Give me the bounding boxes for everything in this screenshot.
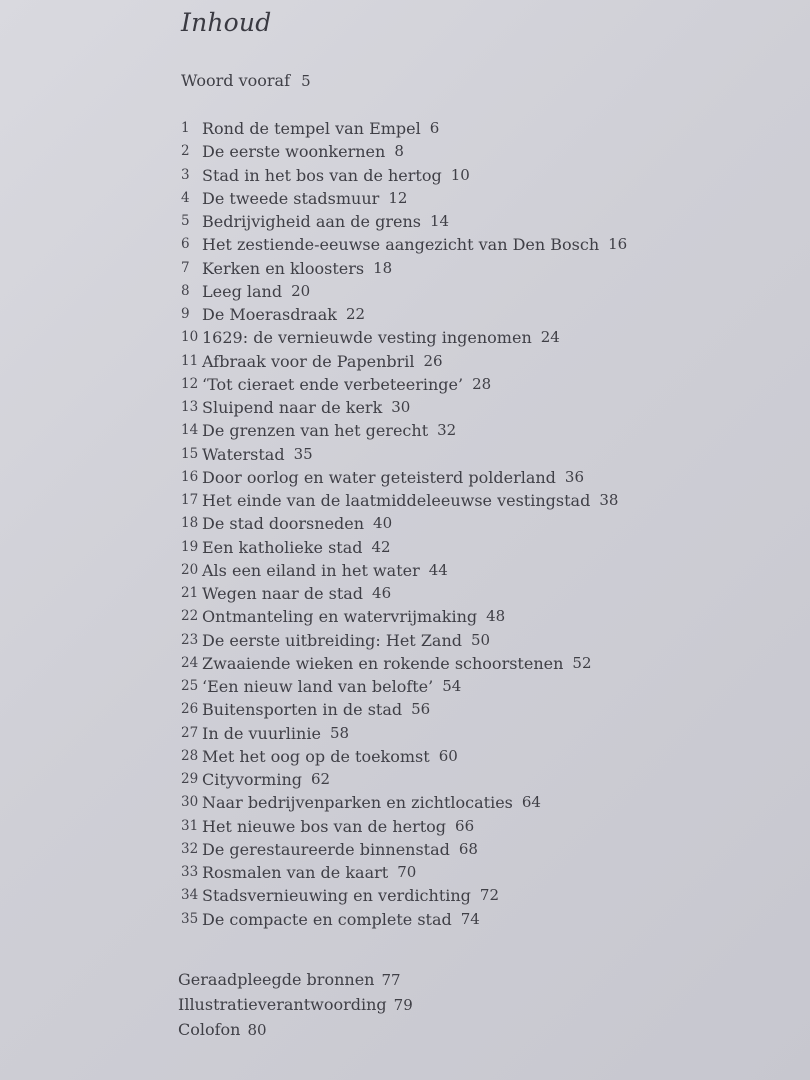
back-matter-label: Geraadpleegde bronnen — [178, 970, 375, 989]
chapter-title: ‘Tot cieraet ende verbeteeringe’ — [202, 374, 464, 394]
toc-entry — [181, 164, 781, 187]
chapter-number: 29 — [181, 771, 199, 787]
chapter-title: Met het oog op de toekomst — [202, 746, 430, 766]
chapter-title: Sluipend naar de kerk — [202, 398, 383, 417]
table-of-contents — [181, 117, 781, 931]
chapter-title: ‘Een nieuw land van belofte’ — [202, 677, 434, 696]
chapter-number: 19 — [181, 538, 199, 555]
chapter-number: 25 — [181, 678, 199, 694]
toc-entry — [181, 419, 781, 442]
chapter-number: 12 — [181, 375, 199, 392]
chapter-title: Een katholieke stad — [202, 537, 363, 557]
chapter-page: 10 — [450, 165, 470, 184]
chapter-page: 30 — [391, 398, 411, 416]
back-matter-label: Colofon — [178, 1020, 241, 1039]
chapter-number: 14 — [181, 422, 199, 439]
chapter-title: De eerste uitbreiding: Het Zand — [202, 630, 463, 650]
chapter-number: 18 — [181, 515, 199, 532]
chapter-number: 17 — [181, 492, 199, 508]
chapter-title: De grenzen van het gerecht — [202, 421, 429, 441]
chapter-number: 34 — [181, 887, 199, 904]
toc-entry — [181, 187, 781, 210]
chapter-page: 6 — [429, 119, 440, 137]
chapter-title: De Moerasdraak — [202, 305, 337, 324]
toc-preface — [181, 71, 311, 90]
chapter-page: 58 — [329, 723, 350, 742]
chapter-page: 28 — [472, 374, 492, 393]
toc-entry — [181, 396, 781, 419]
toc-entry — [181, 652, 781, 675]
chapter-number: 24 — [181, 654, 199, 671]
chapter-number: 10 — [181, 329, 199, 346]
back-matter-entry — [178, 967, 413, 992]
chapter-page: 56 — [411, 700, 431, 719]
chapter-number: 23 — [181, 631, 199, 648]
chapter-title: Kerken en kloosters — [202, 258, 365, 278]
toc-entry — [181, 884, 781, 907]
chapter-number: 7 — [181, 259, 190, 276]
chapter-title: Naar bedrijvenparken en zichtlocaties — [202, 793, 513, 813]
chapter-page: 18 — [373, 258, 393, 277]
chapter-page: 52 — [572, 653, 592, 672]
chapter-title: Rosmalen van de kaart — [202, 863, 389, 882]
chapter-number: 35 — [181, 910, 199, 927]
toc-entry — [181, 908, 781, 931]
chapter-title: Leeg land — [202, 281, 283, 301]
chapter-page: 35 — [293, 444, 313, 463]
chapter-title: Afbraak voor de Papenbril — [202, 351, 415, 371]
chapter-title: Het einde van de laatmiddeleeuwse vestingstad — [202, 491, 591, 510]
toc-entry — [181, 257, 781, 280]
toc-entry — [181, 582, 781, 605]
chapter-title: Bedrijvigheid aan de grens — [202, 212, 421, 231]
toc-entry — [181, 675, 781, 698]
chapter-page: 72 — [479, 886, 500, 905]
chapter-page: 60 — [438, 746, 458, 765]
chapter-title: Zwaaiende wieken en rokende schoorstenen — [202, 653, 564, 673]
toc-entry — [181, 745, 781, 768]
toc-entry — [181, 443, 781, 466]
chapter-number: 4 — [181, 189, 190, 206]
chapter-number: 11 — [181, 352, 199, 369]
toc-entry — [181, 722, 781, 745]
chapter-number: 31 — [181, 817, 199, 834]
chapter-title: De tweede stadsmuur — [202, 188, 380, 208]
preface-page: 5 — [301, 72, 311, 90]
chapter-page: 40 — [373, 514, 393, 533]
chapter-page: 68 — [458, 839, 478, 858]
back-matter-page: 79 — [393, 996, 413, 1014]
chapter-number: 30 — [181, 794, 199, 811]
chapter-page: 48 — [486, 607, 506, 626]
chapter-title: Stadsvernieuwing en verdichting — [202, 886, 471, 906]
toc-entry — [181, 210, 781, 233]
chapter-title: Als een eiland in het water — [202, 560, 420, 580]
chapter-number: 6 — [181, 236, 190, 253]
toc-entry — [181, 117, 781, 140]
chapter-number: 22 — [181, 608, 199, 625]
chapter-number: 13 — [181, 399, 199, 415]
back-matter-entry — [178, 992, 413, 1017]
page-title: Inhoud — [181, 8, 272, 37]
chapter-title: Buitensporten in de stad — [202, 700, 403, 720]
chapter-page: 50 — [471, 630, 491, 649]
toc-entry — [181, 489, 781, 512]
chapter-number: 16 — [181, 468, 199, 485]
chapter-number: 26 — [181, 701, 199, 718]
chapter-title: Het zestiende-eeuwse aangezicht van Den Bosch — [202, 235, 600, 255]
back-matter-list — [178, 967, 413, 1042]
chapter-page: 44 — [428, 560, 448, 579]
chapter-page: 24 — [540, 328, 560, 347]
chapter-title: Rond de tempel van Empel — [202, 119, 421, 138]
chapter-page: 38 — [599, 491, 619, 509]
toc-entry — [181, 605, 781, 628]
back-matter-page: 77 — [381, 971, 401, 989]
chapter-page: 42 — [371, 537, 391, 556]
preface-label: Woord vooraf — [181, 71, 291, 90]
chapter-number: 32 — [181, 840, 199, 857]
chapter-number: 15 — [181, 445, 199, 462]
toc-entry — [181, 303, 781, 326]
chapter-page: 66 — [455, 816, 475, 835]
toc-entry — [181, 140, 781, 163]
chapter-title: Wegen naar de stad — [202, 584, 364, 603]
toc-entry — [181, 629, 781, 652]
toc-entry — [181, 350, 781, 373]
chapter-number: 20 — [181, 561, 199, 578]
toc-entry — [181, 861, 781, 884]
chapter-title: Cityvorming — [202, 770, 302, 789]
chapter-page: 62 — [310, 770, 331, 788]
chapter-title: De stad doorsneden — [202, 514, 365, 534]
toc-entry — [181, 559, 781, 582]
toc-entry — [181, 373, 781, 396]
chapter-number: 2 — [181, 143, 190, 160]
chapter-title: 1629: de vernieuwde vesting ingenomen — [202, 328, 532, 348]
toc-entry — [181, 791, 781, 814]
chapter-page: 74 — [460, 909, 480, 928]
toc-entry — [181, 815, 781, 838]
toc-entry — [181, 698, 781, 721]
toc-entry — [181, 536, 781, 559]
chapter-number: 28 — [181, 747, 199, 764]
chapter-number: 8 — [181, 282, 190, 299]
chapter-number: 3 — [181, 166, 190, 183]
toc-entry — [181, 768, 781, 791]
toc-entry — [181, 466, 781, 489]
chapter-page: 16 — [608, 235, 628, 254]
chapter-page: 14 — [429, 212, 450, 230]
chapter-page: 12 — [388, 188, 408, 207]
chapter-title: Door oorlog en water geteisterd polderland — [202, 467, 556, 487]
toc-entry — [181, 280, 781, 303]
chapter-title: Het nieuwe bos van de hertog — [202, 816, 447, 836]
toc-entry — [181, 326, 781, 349]
chapter-title: Stad in het bos van de hertog — [202, 165, 442, 185]
chapter-number: 27 — [181, 724, 199, 741]
chapter-number: 5 — [181, 213, 190, 229]
chapter-title: De compacte en complete stad — [202, 909, 452, 929]
chapter-title: In de vuurlinie — [202, 723, 321, 743]
chapter-page: 32 — [437, 421, 457, 440]
back-matter-label: Illustratieverantwoording — [178, 995, 387, 1014]
chapter-page: 22 — [345, 305, 366, 323]
chapter-page: 64 — [521, 793, 541, 812]
chapter-page: 20 — [291, 281, 311, 300]
chapter-page: 54 — [442, 677, 462, 695]
toc-entry — [181, 512, 781, 535]
chapter-page: 36 — [564, 467, 585, 486]
chapter-title: De gerestaureerde binnenstad — [202, 839, 450, 859]
back-matter-page: 80 — [247, 1021, 267, 1039]
chapter-title: Waterstad — [202, 444, 285, 464]
chapter-number: 33 — [181, 864, 199, 880]
back-matter-entry — [178, 1017, 413, 1042]
toc-entry — [181, 233, 781, 256]
chapter-number: 9 — [181, 306, 190, 322]
chapter-page: 26 — [423, 351, 443, 370]
chapter-title: Ontmanteling en watervrijmaking — [202, 607, 478, 627]
chapter-title: De eerste woonkernen — [202, 142, 386, 162]
toc-entry — [181, 838, 781, 861]
chapter-page: 70 — [397, 863, 417, 881]
chapter-page: 46 — [372, 584, 392, 602]
chapter-number: 21 — [181, 585, 199, 601]
chapter-page: 8 — [394, 142, 404, 161]
chapter-number: 1 — [181, 120, 190, 136]
